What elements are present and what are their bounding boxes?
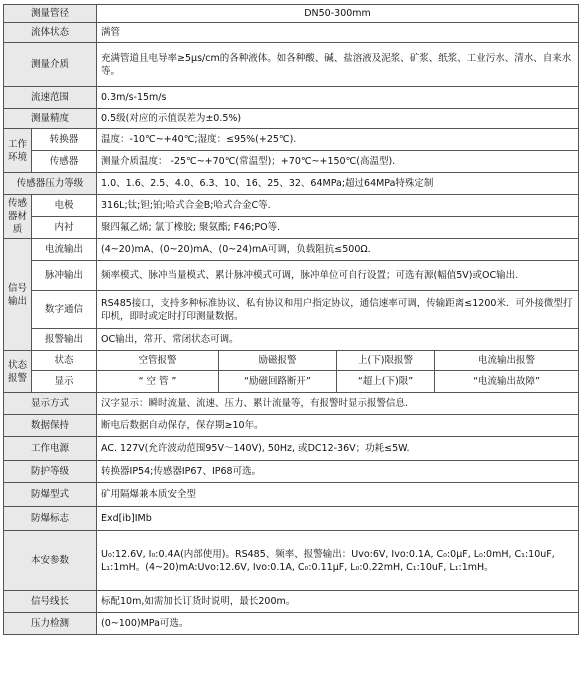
diameter-label: 测量管径 bbox=[4, 5, 97, 23]
medium-value: 充满管道且电导率≥5μs/cm的各种液体。如各种酸、碱、盐溶液及泥浆、矿浆、纸浆、工业污水、清水、自来水等。 bbox=[97, 43, 579, 87]
lining-value: 聚四氟乙烯; 氯丁橡胶; 聚氨酯; F46;PO等. bbox=[97, 217, 579, 239]
signal-label: 信号输出 bbox=[4, 239, 32, 351]
status-display-excitation: “励磁回路断开” bbox=[219, 371, 337, 393]
electrode-value: 316L;钛;钽;铂;哈式合金B;哈式合金C等. bbox=[97, 195, 579, 217]
environment-label: 工作环境 bbox=[4, 129, 32, 173]
sensor-label: 传感器 bbox=[32, 151, 97, 173]
status-row-label: 状态 bbox=[32, 351, 97, 371]
current-value: (4~20)mA、(0~20)mA、(0~24)mA可调，负载阻抗≤500Ω. bbox=[97, 239, 579, 261]
data-hold-label: 数据保持 bbox=[4, 415, 97, 437]
row-status-display bbox=[4, 371, 579, 393]
intrinsic-label: 本安参数 bbox=[4, 531, 97, 591]
status-header-current: 电流输出报警 bbox=[435, 351, 579, 371]
converter-value: 温度：-10℃~+40℃;湿度：≤95%(+25℃). bbox=[97, 129, 579, 151]
row-display bbox=[4, 393, 579, 415]
spec-table bbox=[3, 4, 579, 635]
row-data-hold bbox=[4, 415, 579, 437]
status-display-current: “电流输出故障” bbox=[435, 371, 579, 393]
pressure-label: 传感器压力等级 bbox=[4, 173, 97, 195]
fluid-label: 流体状态 bbox=[4, 23, 97, 43]
accuracy-value: 0.5级(对应的示值误差为±0.5%) bbox=[97, 109, 579, 129]
row-medium bbox=[4, 43, 579, 87]
row-status-header bbox=[4, 351, 579, 371]
converter-label: 转换器 bbox=[32, 129, 97, 151]
status-display-limit: “超上(下)限” bbox=[337, 371, 435, 393]
pressure-value: 1.0、1.6、2.5、4.0、6.3、10、16、25、32、64MPa;超过64MPa特殊定制 bbox=[97, 173, 579, 195]
ex-mark-label: 防爆标志 bbox=[4, 507, 97, 531]
display-value: 汉字显示：瞬时流量、流速、压力、累计流量等，有报警时显示报警信息. bbox=[97, 393, 579, 415]
medium-label: 测量介质 bbox=[4, 43, 97, 87]
status-header-empty-pipe: 空管报警 bbox=[97, 351, 219, 371]
row-protection bbox=[4, 461, 579, 483]
row-explosion bbox=[4, 483, 579, 507]
power-value: AC. 127V(允许波动范围95V～140V), 50Hz, 或DC12-36V；功耗≤5W. bbox=[97, 437, 579, 461]
lining-label: 内衬 bbox=[32, 217, 97, 239]
row-diameter bbox=[4, 5, 579, 23]
row-flow-range bbox=[4, 87, 579, 109]
row-env-converter bbox=[4, 129, 579, 151]
intrinsic-value: U₀:12.6V, I₀:0.4A(内部使用)。RS485、频率、报警输出：Uvo:6V, Ivo:0.1A, C₀:0μF, L₀:0mH, C₁:10uF, L₁:1mH。(4~20)mA:Uvo:12.6V, Ivo:0.1A, C₀:0.11μF, L₀:0.22mH, C₁:10uF, L₁:1mH。 bbox=[97, 531, 579, 591]
row-material-electrode bbox=[4, 195, 579, 217]
row-signal-current bbox=[4, 239, 579, 261]
explosion-label: 防爆型式 bbox=[4, 483, 97, 507]
current-label: 电流输出 bbox=[32, 239, 97, 261]
display-row-label: 显示 bbox=[32, 371, 97, 393]
digital-label: 数字通信 bbox=[32, 291, 97, 329]
row-env-sensor bbox=[4, 151, 579, 173]
fluid-value: 满管 bbox=[97, 23, 579, 43]
status-header-excitation: 励磁报警 bbox=[219, 351, 337, 371]
material-label: 传感器材质 bbox=[4, 195, 32, 239]
flow-range-label: 流速范围 bbox=[4, 87, 97, 109]
status-header-limit: 上(下)限报警 bbox=[337, 351, 435, 371]
status-label: 状态报警 bbox=[4, 351, 32, 393]
electrode-label: 电极 bbox=[32, 195, 97, 217]
ex-mark-value: Exd[ib]IMb bbox=[97, 507, 579, 531]
alarm-label: 报警输出 bbox=[32, 329, 97, 351]
row-accuracy bbox=[4, 109, 579, 129]
pulse-label: 脉冲输出 bbox=[32, 261, 97, 291]
row-pressure bbox=[4, 173, 579, 195]
flow-range-value: 0.3m/s-15m/s bbox=[97, 87, 579, 109]
accuracy-label: 测量精度 bbox=[4, 109, 97, 129]
digital-value: RS485接口，支持多种标准协议、私有协议和用户指定协议，通信速率可调，传输距离≤1200米．可外接微型打印机，即时或定时打印测量数据。 bbox=[97, 291, 579, 329]
power-label: 工作电源 bbox=[4, 437, 97, 461]
row-fluid bbox=[4, 23, 579, 43]
sensor-value: 测量介质温度： -25℃~+70℃(常温型)；+70℃~+150℃(高温型). bbox=[97, 151, 579, 173]
protection-value: 转换器IP54;传感器IP67、IP68可选。 bbox=[97, 461, 579, 483]
protection-label: 防护等级 bbox=[4, 461, 97, 483]
row-ex-mark bbox=[4, 507, 579, 531]
row-material-lining bbox=[4, 217, 579, 239]
row-signal-alarm bbox=[4, 329, 579, 351]
pulse-value: 频率模式、脉冲当量模式、累计脉冲模式可调，脉冲单位可自行设置；可选有源(幅值5V)或OC输出. bbox=[97, 261, 579, 291]
row-signal-pulse bbox=[4, 261, 579, 291]
row-cable bbox=[4, 591, 579, 613]
pressure-test-label: 压力检测 bbox=[4, 613, 97, 635]
row-pressure-test bbox=[4, 613, 579, 635]
explosion-value: 矿用隔爆兼本质安全型 bbox=[97, 483, 579, 507]
alarm-value: OC输出，常开、常闭状态可调。 bbox=[97, 329, 579, 351]
diameter-value: DN50-300mm bbox=[97, 5, 579, 23]
display-label: 显示方式 bbox=[4, 393, 97, 415]
row-intrinsic bbox=[4, 531, 579, 591]
status-display-empty-pipe: “ 空 管 ” bbox=[97, 371, 219, 393]
row-power bbox=[4, 437, 579, 461]
cable-value: 标配10m,如需加长订货时说明，最长200m。 bbox=[97, 591, 579, 613]
cable-label: 信号线长 bbox=[4, 591, 97, 613]
row-signal-digital bbox=[4, 291, 579, 329]
data-hold-value: 断电后数据自动保存，保存期≥10年。 bbox=[97, 415, 579, 437]
pressure-test-value: (0~100)MPa可选。 bbox=[97, 613, 579, 635]
